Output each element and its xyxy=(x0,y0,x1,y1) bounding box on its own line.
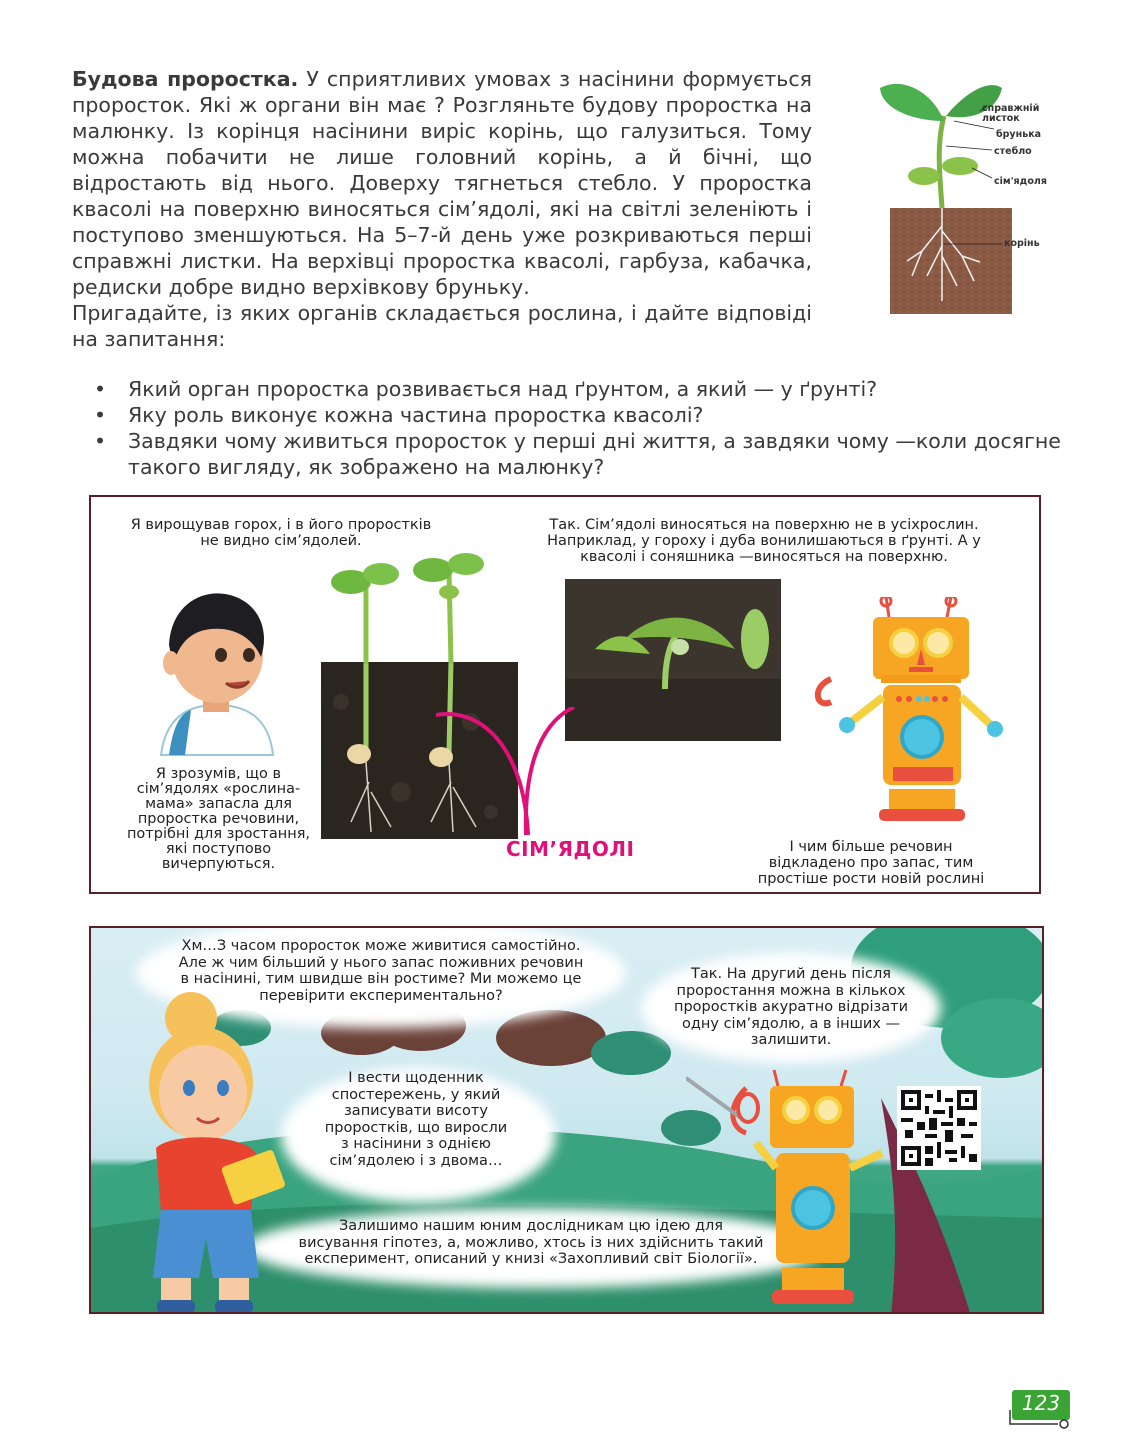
label-bud: брунька xyxy=(996,129,1042,140)
intro-paragraph xyxy=(72,66,812,352)
question-item: • Завдяки чому живиться проросток у перші дні життя, а завдяки чому —коли досягне такого вигляду, як зображено на малюнку? xyxy=(90,428,1070,480)
diary-speech: І вести щоденник спостережень, у який записувати висоту проростків, що виросли з насінини з однією сім’ядолею і з двома… xyxy=(324,1070,508,1169)
girl-illustration xyxy=(131,988,301,1313)
comic-panel-2 xyxy=(89,926,1044,1314)
qr-code[interactable] xyxy=(897,1086,981,1170)
boy-speech-bottom: Я зрозумів, що в сім’ядолях «рослина- мама» запасла для проростка речовини, потрібні для зростання, які поступово вичерпуються. xyxy=(126,766,311,872)
seedling-diagram xyxy=(862,66,1062,318)
robot-speech-top: Так. Сім’ядолі виносяться на поверхню не в усіхрослин. Наприклад, у гороху і дуба вонилишаються в ґрунті. А у квасолі і соняшника —виносяться на поверхню. xyxy=(547,517,981,565)
pea-seedlings-leaves xyxy=(321,552,518,664)
question-list xyxy=(90,376,1070,480)
question-item: • Яку роль виконує кожна частина проростка квасолі? xyxy=(90,402,1070,428)
label-cotyledon: сім'ядоля xyxy=(994,176,1047,187)
page-number: 123 xyxy=(1021,1391,1061,1415)
cotyledon-arrows xyxy=(436,707,596,847)
bean-seedlings-photo xyxy=(565,579,781,741)
robot-with-scissors-illustration xyxy=(686,1058,916,1313)
girl-speech-top: Хм…З часом проросток може живитися самостійно. Але ж чим більший у нього запас поживних речовин в насінині, тим швидше він ростиме? Ми можемо це перевірити експериментально? xyxy=(178,938,584,1004)
comic-panel-1 xyxy=(89,495,1041,894)
robot-speech-top-2: Так. На другий день після проростання можна в кількох проростків акуратно відрізати одну сім’ядолю, а в інших — залишити. xyxy=(673,966,908,1048)
intro-task: Пригадайте, із яких органів складається рослина, і дайте відповіді на запитання: xyxy=(72,301,812,351)
question-item: • Який орган проростка розвивається над ґрунтом, а який — у ґрунті? xyxy=(90,376,1070,402)
intro-body: У сприятливих умовах з насінини формується проросток. Які ж органи він має ? Розгляньте будову проростка на малюнку. Із корінця насінини виріс корінь, що галузиться. Тому можна побачити не лише головний корінь, а й бічні, що відростають від нього. Доверху тягнеться стебло. У проростка квасолі на поверхню виносяться сім’ядолі, які на світлі зеленіють і поступово зменшуються. На 5–7-й день уже розкриваються перші справжні листки. На верхівці проростка квасолі, гарбуза, кабачка, редиски добре видно верхівкову бруньку. xyxy=(72,67,812,299)
boy-speech-top: Я вирощував горох, і в його проростків не видно сім’ядолей. xyxy=(130,517,432,549)
bottom-speech: Залишимо нашим юним дослідникам цю ідею для висування гіпотез, а, можливо, хтось із них здійснить такий експеримент, описаний у книзі «Захопливий світ Біології». xyxy=(298,1218,764,1267)
label-stem: стебло xyxy=(994,146,1032,157)
robot-illustration xyxy=(811,597,1021,827)
label-true-leaf: справжній листок xyxy=(982,103,1040,124)
robot-speech-bottom: І чим більше речовин відкладено про запас, тим простіше рости новій рослині xyxy=(757,839,985,887)
cotyledons-label: СІМ’ЯДОЛІ xyxy=(506,837,635,861)
boy-illustration xyxy=(151,585,281,760)
intro-heading: Будова проростка. xyxy=(72,67,299,91)
label-root: корінь xyxy=(1004,238,1040,249)
